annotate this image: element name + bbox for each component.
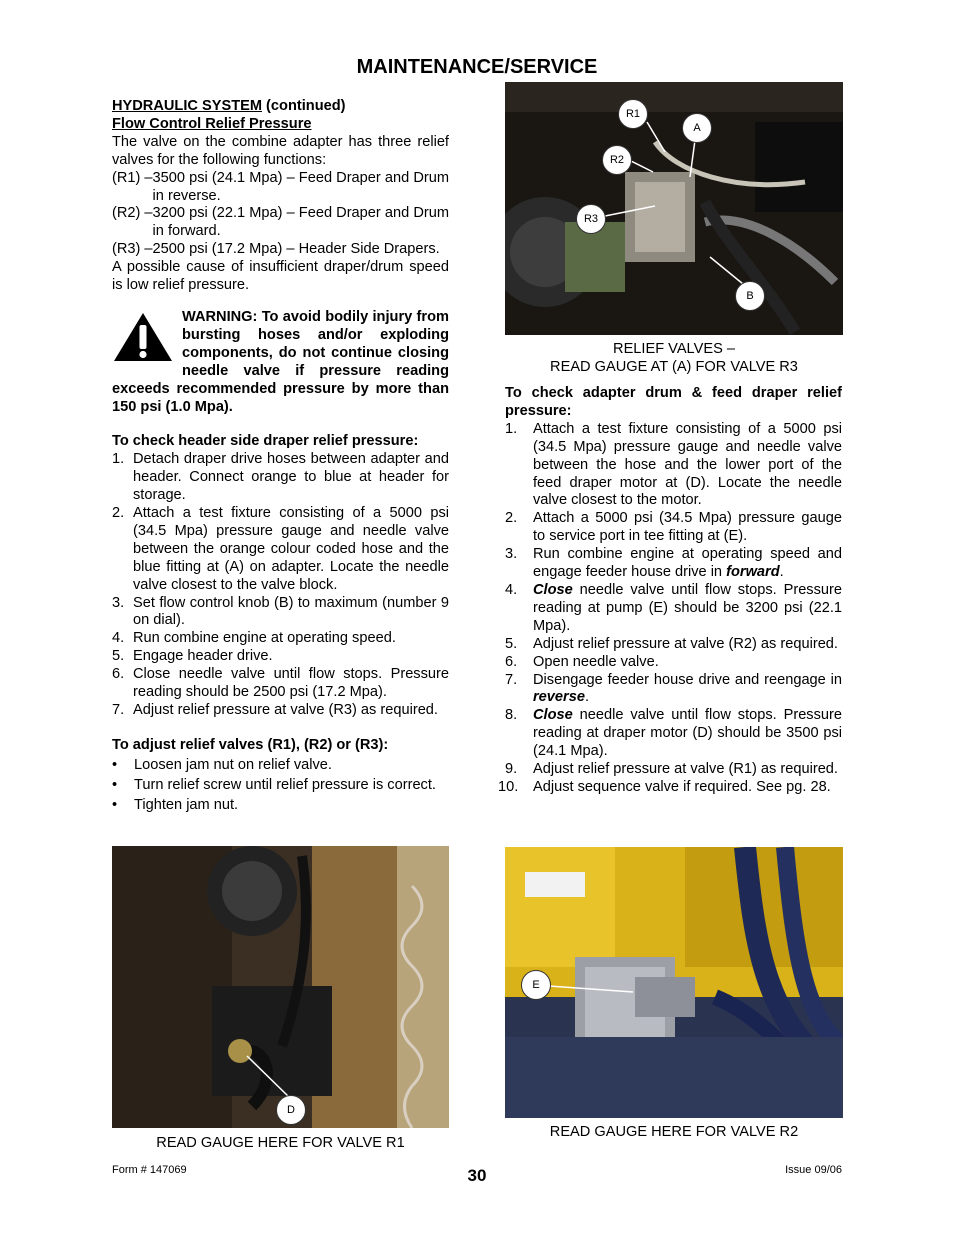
warning-text: WARNING: To avoid bodily injury from bursting hoses and/or exploding components, do not continue closing needle valve if pressure reading exceeds recommended pressure by more than 150 psi (1.0 Mpa). [112, 308, 449, 415]
bullet-text: Loosen jam nut on relief valve. [134, 756, 332, 773]
issue-date: Issue 09/06 [785, 1164, 842, 1176]
adjust-bullet: • Loosen jam nut on relief valve. [112, 756, 332, 773]
relief-item-r1 [112, 170, 449, 206]
adjust-bullet: • Tighten jam nut. [112, 796, 239, 813]
caption-relief-1: RELIEF VALVES – [613, 341, 735, 357]
side-step: 2. Attach a test fixture consisting of a 5000 psi (34.5 Mpa) pressure gauge and needle valve between the orange colour coded hose and the blue fitting at (A) on adapter. Locate the needle valve closest to the valve block. [112, 505, 449, 593]
drum-step [505, 654, 842, 672]
photo-draper-motor [112, 846, 449, 1128]
step-text: Adjust sequence valve if required. See pg. 28. [533, 778, 831, 795]
drum-draper-heading: To check adapter drum & feed draper relief pressure: [505, 385, 842, 419]
drum-step [505, 707, 842, 761]
drum-step [505, 636, 842, 654]
step-number: 8. [505, 707, 518, 724]
step-text: Attach a 5000 psi (34.5 Mpa) pressure gauge to service port in tee fitting at (E). [533, 510, 842, 545]
relief-label: (R2) – [112, 205, 153, 222]
intro-paragraph: The valve on the combine adapter has three relief valves for the following functions: [112, 133, 449, 168]
callout-e: E [521, 970, 551, 1000]
step-number: 10. [498, 778, 519, 795]
side-draper-heading: To check header side draper relief pressure: [112, 433, 419, 450]
photo-pump-image [505, 847, 843, 1118]
caption-r2: READ GAUGE HERE FOR VALVE R2 [549, 1124, 799, 1140]
callout-r3: R3 [576, 204, 606, 234]
relief-item-r2 [112, 205, 449, 241]
drum-step [505, 582, 842, 636]
step-text: Attach a test fixture consisting of a 5000 psi (34.5 Mpa) pressure gauge and needle valve between the orange colour coded hose and the blue fitting at (A) on adapter. Locate the needle valve closest to the valve block. [133, 505, 449, 593]
callout-d: D [276, 1095, 306, 1125]
step-text: Run combine engine at operating speed and engage feeder house drive in forward. [533, 546, 842, 581]
drum-step [498, 779, 842, 797]
step-number: 2. [505, 510, 518, 527]
bullet-text: Tighten jam nut. [134, 796, 239, 813]
relief-item-r3 [112, 241, 449, 259]
step-number: 5. [505, 635, 518, 652]
callout-r1: R1 [618, 99, 648, 129]
side-step: 4. Run combine engine at operating speed. [112, 630, 449, 648]
side-step: 5. Engage header drive. [112, 648, 449, 666]
side-step: 3. Set flow control knob (B) to maximum (number 9 on dial). [112, 594, 449, 629]
callout-r2: R2 [602, 145, 632, 175]
step-number: 7. [505, 671, 518, 688]
side-step: 6. Close needle valve until flow stops. Pressure reading should be 2500 psi (17.2 Mpa). [112, 666, 449, 701]
relief-text: 3500 psi (24.1 Mpa) – Feed Draper and Drum in reverse. [152, 169, 449, 204]
drum-step [505, 672, 842, 708]
photo-relief-valves [505, 82, 843, 335]
step-text: Close needle valve until flow stops. Pressure reading at pump (E) should be 3200 psi (22.1 Mpa). [533, 581, 842, 634]
drum-step [505, 421, 842, 511]
side-step: 7. Adjust relief pressure at valve (R3) as required. [112, 702, 449, 720]
section-suffix: (continued) [262, 98, 346, 114]
caption-r1: READ GAUGE HERE FOR VALVE R1 [156, 1135, 405, 1151]
relief-text: 2500 psi (17.2 Mpa) – Header Side Drapers. [152, 241, 440, 258]
relief-label: (R1) – [112, 169, 153, 186]
step-text: Run combine engine at operating speed. [133, 630, 396, 647]
relief-text: 3200 psi (22.1 Mpa) – Feed Draper and Drum in forward. [152, 205, 449, 240]
step-number: 3. [505, 546, 518, 563]
side-step: 1. Detach draper drive hoses between adapter and header. Connect orange to blue at header for storage. [112, 451, 449, 504]
left-column [112, 98, 449, 815]
right-column [498, 385, 842, 797]
step-text: Open needle valve. [533, 653, 659, 670]
step-text: Close needle valve until flow stops. Pressure reading should be 2500 psi (17.2 Mpa). [133, 666, 449, 701]
drum-step [505, 510, 842, 546]
drum-step [505, 546, 842, 582]
warning-triangle-icon [112, 311, 174, 363]
step-text: Engage header drive. [133, 648, 273, 665]
step-text: Adjust relief pressure at valve (R1) as required. [533, 761, 838, 778]
step-number: 1. [505, 420, 518, 437]
step-text: Adjust relief pressure at valve (R2) as required. [533, 635, 838, 652]
bullet-text: Turn relief screw until relief pressure is correct. [134, 776, 436, 793]
form-number: Form # 147069 [112, 1164, 187, 1176]
step-text: Detach draper drive hoses between adapter and header. Connect orange to blue at header for storage. [133, 451, 449, 504]
step-text: Set flow control knob (B) to maximum (number 9 on dial). [133, 594, 449, 629]
photo-relief-valves-image [505, 82, 843, 335]
page-title: MAINTENANCE/SERVICE [356, 56, 598, 78]
subsection-title: Flow Control Relief Pressure [112, 115, 312, 132]
warning-block [112, 309, 449, 416]
step-number: 4. [505, 581, 518, 598]
drum-step [505, 761, 842, 779]
callout-b: B [735, 281, 765, 311]
photo-draper-motor-image [112, 846, 449, 1128]
photo-pump [505, 847, 843, 1118]
step-number: 6. [505, 653, 518, 670]
section-title: HYDRAULIC SYSTEM [112, 98, 262, 114]
relief-label: (R3) – [112, 241, 153, 258]
cause-paragraph: A possible cause of insufficient draper/drum speed is low relief pressure. [112, 259, 449, 294]
step-number: 9. [505, 761, 518, 778]
step-text: Close needle valve until flow stops. Pressure reading at draper motor (D) should be 3500 psi (24.1 Mpa). [533, 707, 842, 760]
step-text: Adjust relief pressure at valve (R3) as required. [133, 702, 438, 718]
adjust-bullet: • Turn relief screw until relief pressure is correct. [112, 776, 436, 793]
section-heading [112, 98, 449, 116]
step-text: Disengage feeder house drive and reengage in reverse. [533, 671, 842, 706]
step-text: Attach a test fixture consisting of a 5000 psi (34.5 Mpa) pressure gauge and needle valve between the hose and the lower port of the feed draper motor at (D). Locate the needle valve closest to the motor. [533, 420, 842, 509]
adjust-heading: To adjust relief valves (R1), (R2) or (R3): [112, 736, 389, 753]
page-number: 30 [467, 1166, 487, 1185]
callout-a: A [682, 113, 712, 143]
caption-relief-2: READ GAUGE AT (A) FOR VALVE R3 [550, 359, 798, 375]
